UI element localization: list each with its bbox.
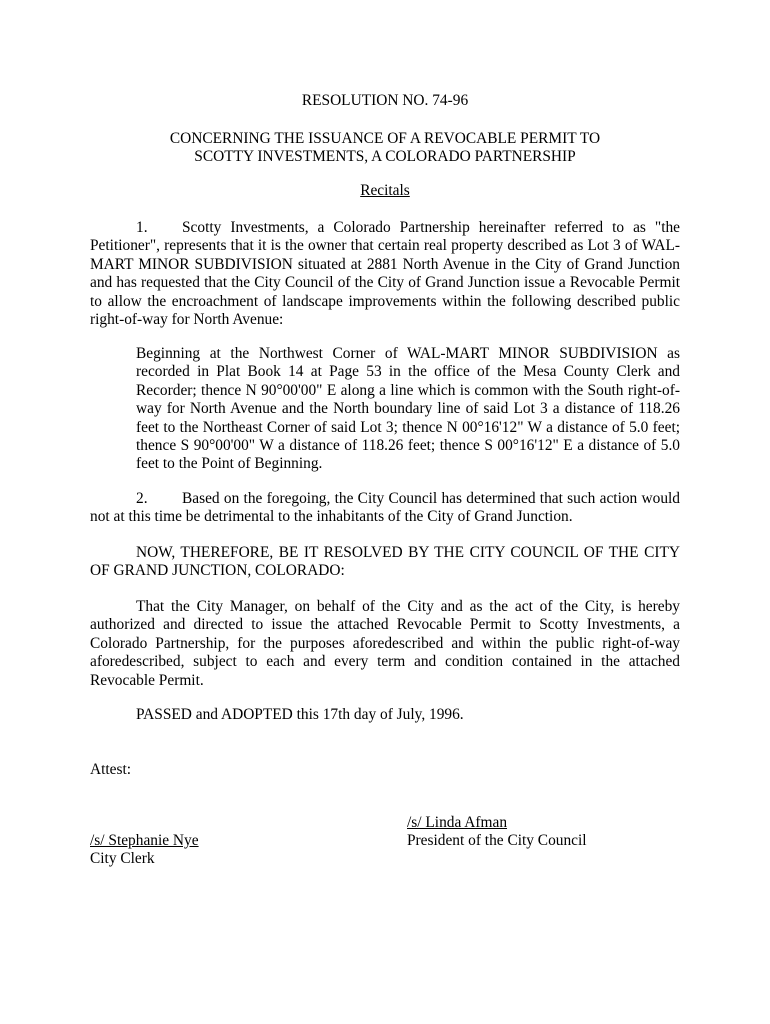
recital-2 bbox=[90, 490, 680, 527]
resolved-clause: NOW, THEREFORE, BE IT RESOLVED BY THE CITY COUNCIL OF THE CITY OF GRAND JUNCTION, COLORADO: bbox=[90, 544, 680, 580]
recital-2-number: 2. bbox=[136, 490, 148, 507]
resolution-subject bbox=[0, 130, 770, 167]
president-signature-row bbox=[407, 814, 587, 832]
clerk-signature: /s/ Stephanie Nye bbox=[90, 832, 199, 849]
recital-1 bbox=[90, 219, 680, 329]
legal-description: Beginning at the Northwest Corner of WAL-MART MINOR SUBDIVISION as recorded in Plat Book 14 at Page 53 in the office of the Mesa County Clerk and Recorder; thence N 90°00'00" E along a line which is common with the South right-of-way for North Avenue and the North boundary line of said Lot 3 a distance of 118.26 feet to the Northeast Corner of said Lot 3; thence N 00°16'12" W a distance of 5.0 feet; thence S 90°00'00" W a distance of 118.26 feet; thence S 00°16'12" E a distance of 5.0 feet to the Point of Beginning. bbox=[136, 345, 680, 473]
president-title: President of the City Council bbox=[407, 832, 587, 850]
resolution-title: RESOLUTION NO. 74-96 bbox=[301, 92, 469, 109]
recital-1-number: 1. bbox=[136, 219, 148, 236]
subject-line-2: SCOTTY INVESTMENTS, A COLORADO PARTNERSHIP bbox=[194, 148, 576, 166]
attest-label: Attest: bbox=[90, 761, 132, 778]
passed-adopted-line: PASSED and ADOPTED this 17th day of July, 1996. bbox=[136, 706, 464, 723]
recitals-heading-text: Recitals bbox=[360, 182, 410, 199]
president-signature: /s/ Linda Afman bbox=[407, 814, 508, 831]
authorization-clause: That the City Manager, on behalf of the City and as the act of the City, is hereby authorized and directed to issue the attached Revocable Permit to Scotty Investments, a Colorado Partnership, for the purposes aforedescribed and within the public right-of-way aforedescribed, subject to each and every term and condition contained in the attached Revocable Permit. bbox=[90, 598, 680, 689]
clerk-title: City Clerk bbox=[90, 850, 155, 868]
president-signature-block bbox=[407, 814, 587, 851]
clerk-signature-block bbox=[90, 832, 237, 869]
recitals-heading bbox=[0, 182, 770, 200]
recital-2-text: Based on the foregoing, the City Council has determined that such action would not at this time be detrimental to the inhabitants of the City of Grand Junction. bbox=[90, 490, 680, 526]
clerk-signature-row bbox=[90, 832, 237, 850]
recital-1-text: Scotty Investments, a Colorado Partnership hereinafter referred to as "the Petitioner", represents that it is the owner that certain real property described as Lot 3 of WAL-MART MINOR SUBDIVISION situated at 2881 North Avenue in the City of Grand Junction and has requested that the City Council of the City of Grand Junction issue a Revocable Permit to allow the encroachment of landscape improvements within the following described public right-of-way for North Avenue: bbox=[90, 219, 680, 329]
subject-line-1: CONCERNING THE ISSUANCE OF A REVOCABLE PERMIT TO bbox=[169, 130, 601, 147]
